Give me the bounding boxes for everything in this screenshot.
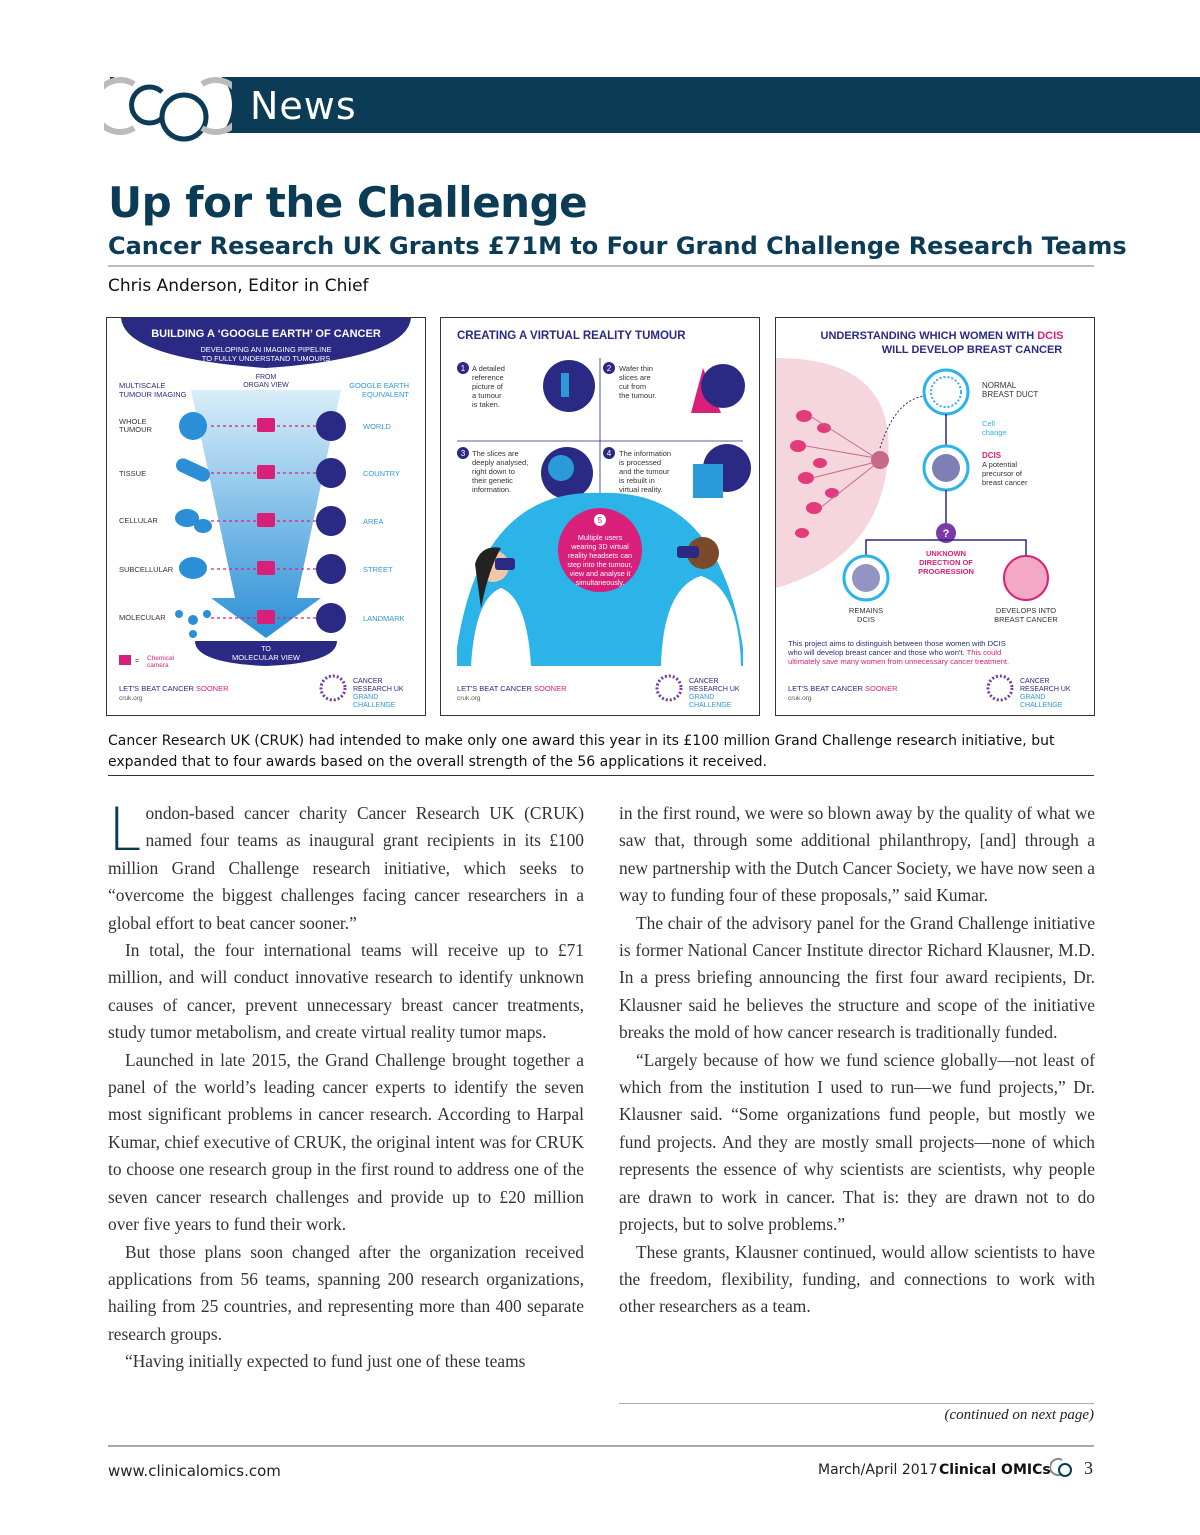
divider	[108, 265, 1094, 267]
svg-text:BREAST DUCT: BREAST DUCT	[982, 390, 1039, 399]
continued-note: (continued on next page)	[944, 1407, 1094, 1423]
svg-text:reference: reference	[472, 373, 504, 382]
svg-text:right down to: right down to	[472, 467, 515, 476]
cruk-logo-icon	[657, 676, 681, 700]
svg-text:is rebuilt in: is rebuilt in	[619, 476, 655, 485]
infographic-title: UNDERSTANDING WHICH WOMEN WITH DCIS	[820, 330, 1064, 342]
svg-text:CANCER: CANCER	[1020, 678, 1050, 685]
svg-text:The slices are: The slices are	[472, 449, 519, 458]
svg-text:Cell: Cell	[982, 419, 995, 428]
svg-text:deeply analysed,: deeply analysed,	[472, 458, 529, 467]
svg-text:PROGRESSION: PROGRESSION	[918, 567, 974, 576]
camera-icon	[257, 610, 275, 624]
svg-text:simultaneously.: simultaneously.	[575, 578, 625, 587]
svg-text:DCIS: DCIS	[857, 615, 875, 624]
svg-text:MULTISCALE: MULTISCALE	[119, 381, 166, 390]
landmark-icon	[316, 603, 346, 633]
svg-text:their genetic: their genetic	[472, 476, 513, 485]
svg-text:RESEARCH UK: RESEARCH UK	[689, 686, 740, 693]
svg-text:=: =	[135, 658, 140, 665]
svg-text:CHALLENGE: CHALLENGE	[353, 702, 396, 709]
svg-text:GOOGLE EARTH: GOOGLE EARTH	[349, 381, 409, 390]
paragraph: Launched in late 2015, the Grand Challenge brought together a panel of the world’s leading cancer experts to identify the seven most significant problems in cancer research. According to Harpal Kumar, chief executive of CRUK, the original intent was for CRUK to choose one research group in the first round to address one of the seven cancer research challenges and provide up to £20 million over five years to fund their work.	[108, 1049, 584, 1235]
drop-cap: L	[108, 795, 142, 865]
svg-text:DEVELOPS INTO: DEVELOPS INTO	[995, 606, 1057, 615]
svg-text:SUBCELLULAR: SUBCELLULAR	[119, 565, 174, 574]
svg-text:1: 1	[460, 364, 466, 373]
svg-text:NORMAL: NORMAL	[982, 381, 1017, 390]
svg-text:LET'S BEAT CANCER SOONER: LET'S BEAT CANCER SOONER	[119, 684, 229, 693]
svg-text:the tumour.: the tumour.	[619, 391, 657, 400]
svg-text:camera: camera	[147, 662, 169, 669]
co-logo-icon	[104, 62, 232, 148]
svg-text:breast cancer: breast cancer	[982, 478, 1028, 487]
svg-text:ORGAN VIEW: ORGAN VIEW	[243, 382, 289, 389]
svg-text:RESEARCH UK: RESEARCH UK	[353, 686, 404, 693]
svg-text:Multiple users: Multiple users	[577, 533, 623, 542]
svg-text:a tumour: a tumour	[472, 391, 502, 400]
svg-text:BREAST CANCER: BREAST CANCER	[994, 615, 1058, 624]
co-logo-icon	[1050, 1456, 1076, 1485]
svg-text:view and analyse it: view and analyse it	[569, 569, 631, 578]
footer-issue: March/April 2017	[818, 1462, 938, 1478]
svg-text:step into the tumour,: step into the tumour,	[567, 560, 633, 569]
svg-text:AREA: AREA	[363, 517, 384, 526]
svg-text:This project aims to distingui: This project aims to distinguish between those women with DCIS	[788, 639, 1006, 648]
footer-magazine: Clinical OMICs	[939, 1462, 1051, 1478]
infographic-title: BUILDING A ‘GOOGLE EARTH’ OF CANCER	[151, 328, 381, 340]
paragraph: in the first round, we were so blown away by the quality of what we saw that, through some additional philanthropy, [and] through a new partnership with the Dutch Cancer Society, we have now seen a way to funding four of these proposals,” said Kumar.	[619, 803, 1095, 906]
svg-text:4: 4	[606, 449, 612, 458]
footer-divider	[108, 1445, 1094, 1447]
svg-text:cruk.org: cruk.org	[119, 695, 143, 702]
infographic-title: CREATING A VIRTUAL REALITY TUMOUR	[457, 330, 686, 342]
svg-text:CELLULAR: CELLULAR	[119, 516, 158, 525]
paragraph: These grants, Klausner continued, would allow scientists to have the freedom, flexibility, funding, and connections to work with other researchers as a team.	[619, 1241, 1095, 1317]
divider	[619, 1403, 1094, 1404]
figure-caption: Cancer Research UK (CRUK) had intended to make only one award this year in its £100 million Grand Challenge research initiative, but expanded that to four awards based on the overall strength of the 56 applications it received.	[108, 733, 1055, 770]
svg-text:The information: The information	[619, 449, 672, 458]
svg-text:cruk.org: cruk.org	[788, 695, 812, 702]
svg-text:CHALLENGE: CHALLENGE	[1020, 702, 1063, 709]
svg-text:TO: TO	[261, 646, 271, 653]
svg-text:WORLD: WORLD	[363, 422, 391, 431]
cruk-logo-icon	[988, 676, 1012, 700]
svg-text:CANCER: CANCER	[689, 678, 719, 685]
svg-text:is taken.: is taken.	[472, 400, 500, 409]
article-subtitle: Cancer Research UK Grants £71M to Four Grand Challenge Research Teams	[108, 232, 1127, 260]
svg-text:change: change	[982, 428, 1007, 437]
svg-text:and the tumour: and the tumour	[619, 467, 670, 476]
camera-icon	[257, 561, 275, 575]
svg-text:DCIS: DCIS	[982, 451, 1002, 460]
paragraph: In total, the four international teams will receive up to £71 million, and will conduct innovative research to identify unknown causes of cancer, prevent unnecessary breast cancer treatments, study tumor metabolism, and create virtual reality tumor maps.	[108, 940, 584, 1043]
svg-text:cut from: cut from	[619, 382, 647, 391]
paragraph: London-based cancer charity Cancer Research UK (CRUK) named four teams as inaugural grant recipients in its £100 million Grand Challenge research initiative, which seeks to “overcome the biggest challenges facing cancer researchers in a global effort to beat cancer sooner.”	[108, 795, 584, 933]
molecule-icon	[188, 615, 198, 625]
paragraph: “Having initially expected to fund just one of these teams	[125, 1351, 526, 1372]
svg-text:TISSUE: TISSUE	[119, 469, 147, 478]
camera-icon	[257, 513, 275, 527]
area-icon	[316, 506, 346, 536]
svg-text:TUMOUR: TUMOUR	[119, 425, 152, 434]
svg-text:GRAND: GRAND	[353, 694, 379, 701]
svg-text:2: 2	[606, 364, 612, 373]
svg-text:wearing 3D virtual: wearing 3D virtual	[571, 542, 629, 551]
svg-text:slices are: slices are	[619, 373, 651, 382]
svg-text:EQUIVALENT: EQUIVALENT	[362, 390, 409, 399]
section-title: News	[250, 84, 357, 128]
byline: Chris Anderson, Editor in Chief	[108, 276, 369, 296]
svg-text:A detailed: A detailed	[472, 364, 505, 373]
svg-text:STREET: STREET	[363, 565, 393, 574]
cruk-logo-icon	[321, 676, 345, 700]
svg-text:?: ?	[942, 528, 950, 540]
svg-text:is processed: is processed	[619, 458, 662, 467]
svg-text:LANDMARK: LANDMARK	[363, 614, 405, 623]
svg-text:virtual reality.: virtual reality.	[619, 485, 663, 494]
infographic-sub: TO FULLY UNDERSTAND TUMOURS	[201, 354, 331, 363]
paragraph: But those plans soon changed after the organization received applications from 56 teams, spanning 200 research organizations, hailing from 25 countries, and representing more than 400 separate research groups.	[108, 1241, 584, 1344]
svg-text:CANCER: CANCER	[353, 678, 383, 685]
svg-text:information.: information.	[472, 485, 512, 494]
svg-text:GRAND: GRAND	[1020, 694, 1046, 701]
svg-text:FROM: FROM	[255, 374, 277, 381]
svg-text:ultimately save many women fro: ultimately save many women from unnecessary cancer treatment.	[788, 657, 1010, 666]
svg-text:picture of: picture of	[472, 382, 503, 391]
subcellular-icon	[179, 557, 207, 579]
svg-text:precursor of: precursor of	[982, 469, 1023, 478]
svg-text:Wafer thin: Wafer thin	[619, 364, 653, 373]
svg-text:DIRECTION OF: DIRECTION OF	[919, 558, 973, 567]
svg-text:Chemical: Chemical	[147, 655, 175, 662]
infographic-google-earth	[106, 317, 426, 716]
article-column-left	[108, 795, 584, 1376]
paragraph: The chair of the advisory panel for the Grand Challenge initiative is former National Cancer Institute director Richard Klausner, M.D. In a press briefing announcing the first four award recipients, Dr. Klausner said he believes the structure and scope of the initiative breaks the mold of how cancer research is traditionally funded.	[619, 912, 1095, 1043]
divider	[108, 775, 1094, 776]
infographic-sub: DEVELOPING AN IMAGING PIPELINE	[200, 345, 332, 354]
svg-text:CHALLENGE: CHALLENGE	[689, 702, 732, 709]
infographic-dcis	[775, 317, 1095, 716]
svg-text:who will develop breast cancer: who will develop breast cancer and those who won't. This could	[788, 648, 1002, 657]
svg-text:reality headsets can: reality headsets can	[568, 551, 632, 560]
svg-text:MOLECULAR VIEW: MOLECULAR VIEW	[232, 653, 300, 662]
svg-text:5: 5	[597, 516, 603, 525]
page-number: 3	[1084, 1458, 1093, 1478]
svg-text:MOLECULAR: MOLECULAR	[119, 613, 166, 622]
svg-text:COUNTRY: COUNTRY	[363, 469, 400, 478]
svg-text:RESEARCH UK: RESEARCH UK	[1020, 686, 1071, 693]
paragraph: “Largely because of how we fund science globally—not least of which from the institution I used to run—we fund projects,” Dr. Klausner said. “Some organizations fund people, but mostly we fund projects. And they are mostly small projects—none of which represents the essence of why scientists are scientists, why people are drawn to work in cancer. That is: they are drawn not to do projects, but to solve problems.”	[619, 1049, 1095, 1235]
tumour-icon	[179, 412, 207, 440]
camera-icon	[257, 418, 275, 432]
svg-text:WHOLE: WHOLE	[119, 417, 147, 426]
svg-text:GRAND: GRAND	[689, 694, 715, 701]
breast-cancer-icon	[1004, 556, 1048, 600]
camera-icon	[257, 465, 275, 479]
svg-text:REMAINS: REMAINS	[848, 606, 884, 615]
street-icon	[316, 554, 346, 584]
svg-text:cruk.org: cruk.org	[457, 695, 481, 702]
svg-text:A potential: A potential	[982, 460, 1018, 469]
world-icon	[316, 411, 346, 441]
svg-text:UNKNOWN: UNKNOWN	[926, 549, 966, 558]
article-column-right	[619, 800, 1095, 1321]
camera-icon	[119, 655, 131, 665]
svg-text:TUMOUR IMAGING: TUMOUR IMAGING	[119, 390, 187, 399]
infographic-vr-tumour	[440, 317, 760, 716]
footer-url[interactable]: www.clinicalomics.com	[108, 1462, 281, 1480]
country-icon	[316, 458, 346, 488]
svg-text:LET'S BEAT CANCER SOONER: LET'S BEAT CANCER SOONER	[788, 684, 898, 693]
svg-text:LET'S BEAT CANCER SOONER: LET'S BEAT CANCER SOONER	[457, 684, 567, 693]
article-title: Up for the Challenge	[108, 178, 588, 227]
svg-text:3: 3	[460, 449, 466, 458]
svg-text:WILL DEVELOP BREAST CANCER: WILL DEVELOP BREAST CANCER	[881, 344, 1063, 356]
